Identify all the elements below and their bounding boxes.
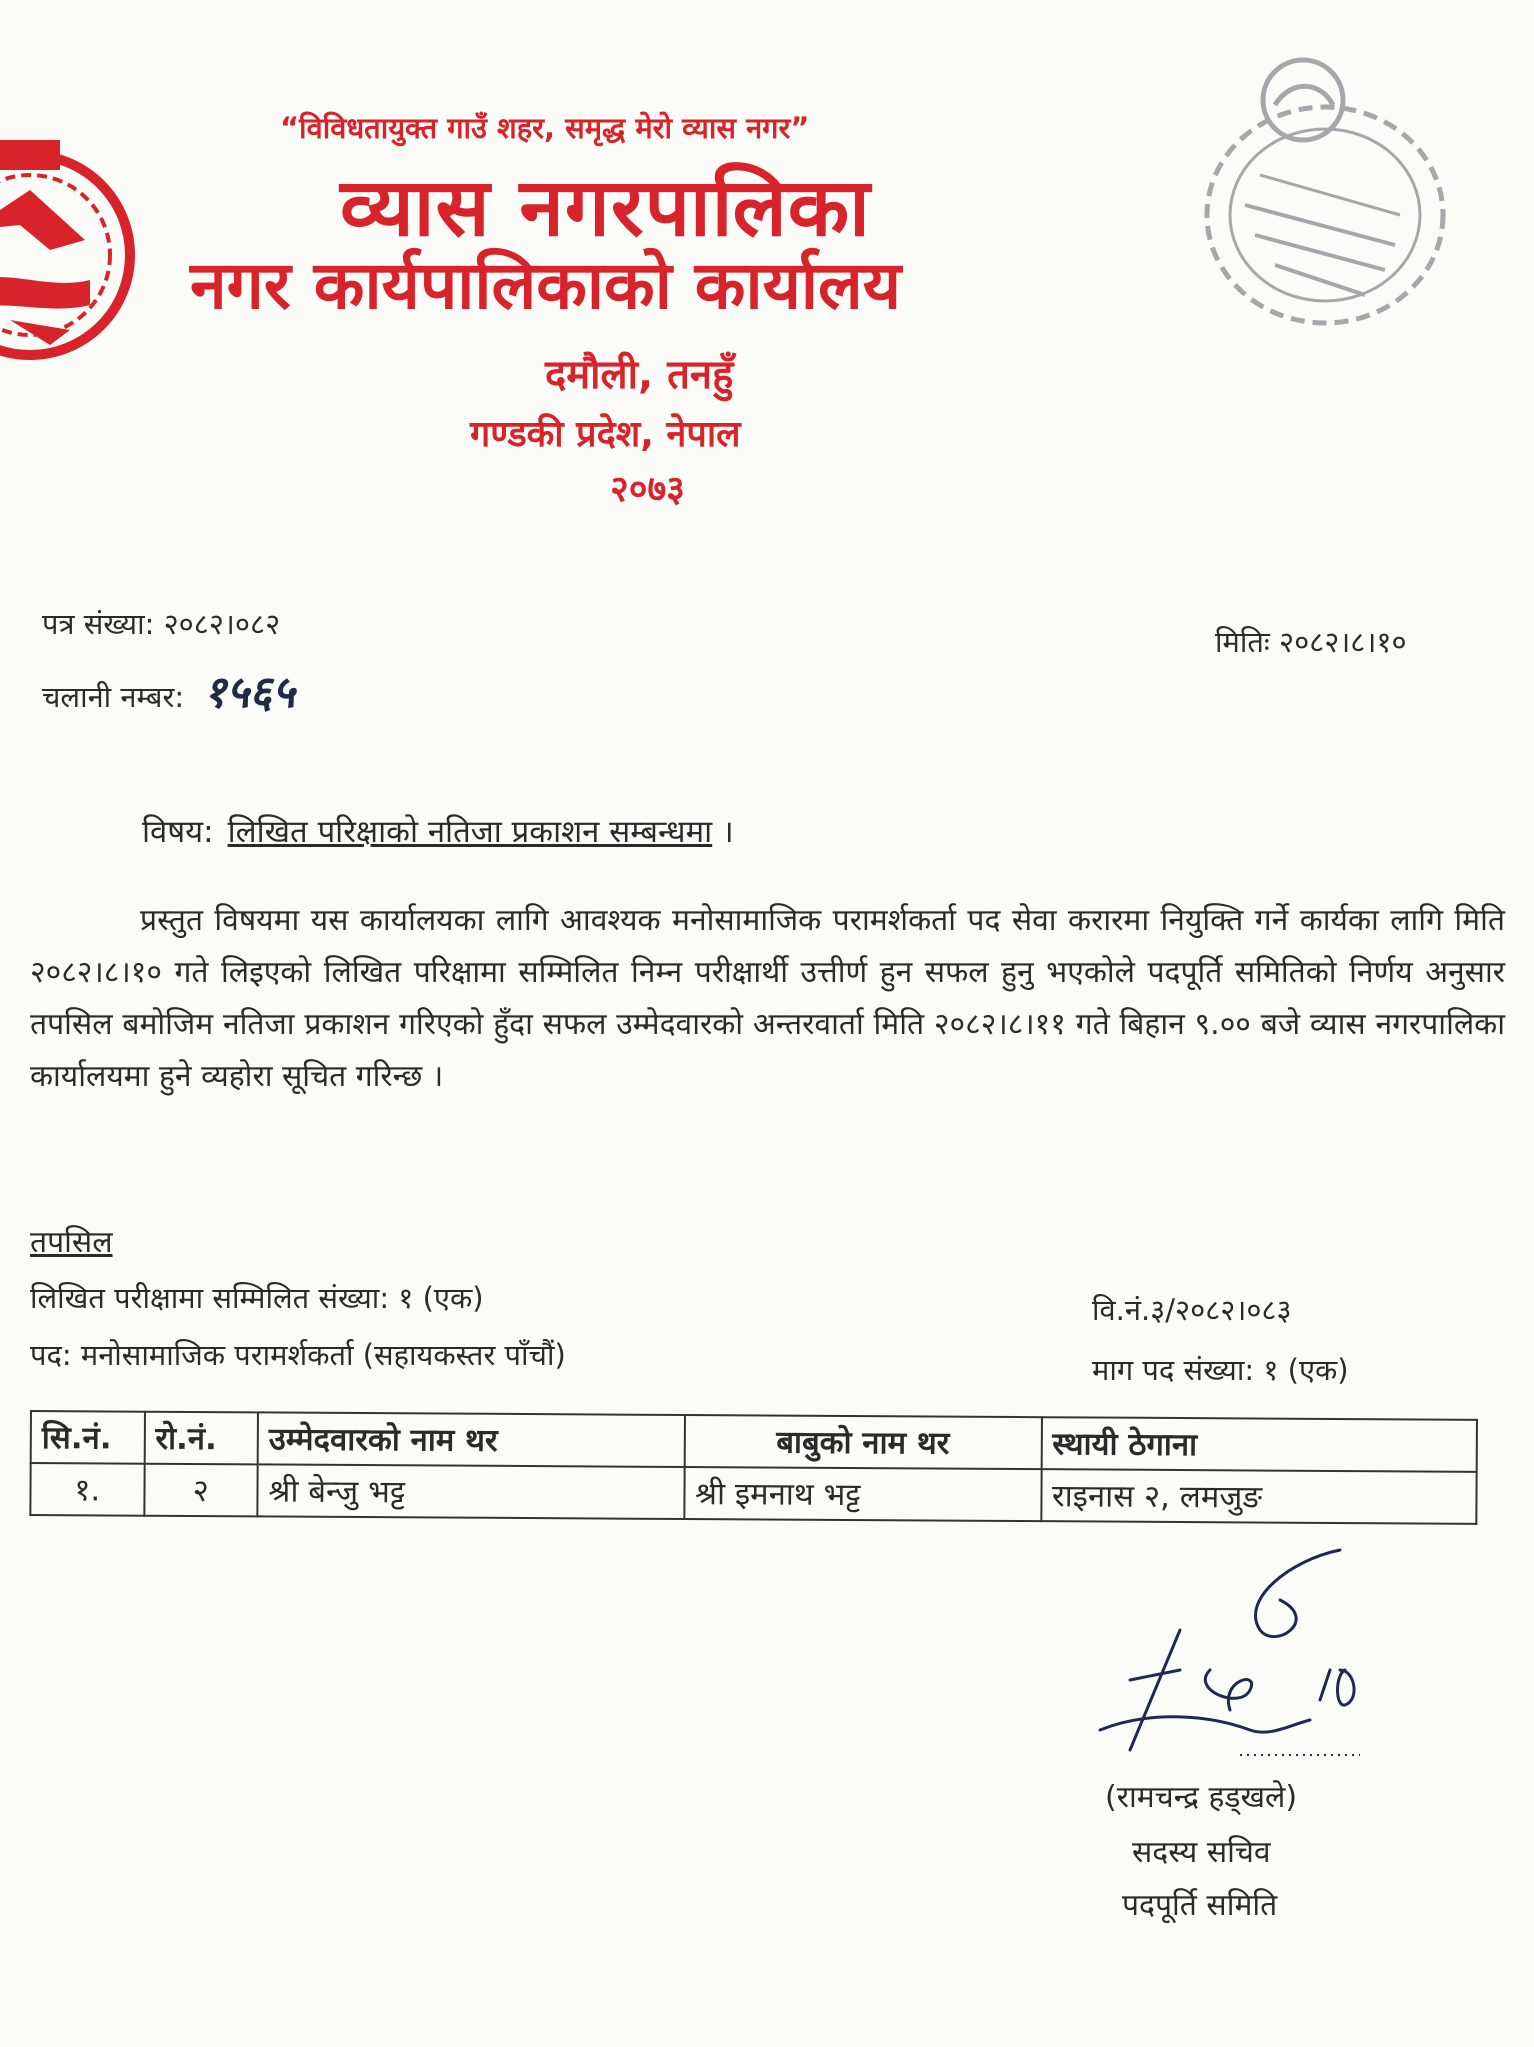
results-table	[29, 1410, 1478, 1525]
office-name: नगर कार्यपालिकाको कार्यालय	[190, 247, 901, 324]
col-candidate: उम्मेदवारको नाम थर	[258, 1412, 685, 1467]
dispatch-number	[42, 660, 295, 720]
signatory-committee: पदपूर्ति समिति	[1122, 1888, 1278, 1923]
signature-icon	[1090, 1540, 1390, 1770]
signatory-title: सदस्य सचिव	[1132, 1835, 1271, 1870]
dispatch-number-value: १५६५	[203, 667, 295, 718]
date-value: २०८२।८।१०	[1278, 625, 1407, 659]
notice-number: वि.नं.३/२०८२।०८३	[1092, 1293, 1292, 1327]
nepal-emblem-icon	[0, 130, 140, 380]
cell-address: राइनास २, लमजुङ	[1041, 1469, 1477, 1524]
participants-count: लिखित परीक्षामा सम्मिलित संख्या: १ (एक)	[30, 1281, 484, 1315]
province-country: गण्डकी प्रदेश, नेपाल	[470, 414, 741, 455]
col-father: बाबुको नाम थर	[684, 1415, 1041, 1469]
subject-text: लिखित परिक्षाको नतिजा प्रकाशन सम्बन्धमा	[227, 814, 713, 850]
subject-label: विषय:	[142, 814, 214, 850]
signatory-name: (रामचन्द्र हड्खले)	[1105, 1780, 1298, 1815]
cell-serial: १.	[30, 1463, 144, 1516]
col-roll: रो.नं.	[144, 1412, 258, 1465]
letter-date	[1215, 622, 1407, 661]
letter-number-label: पत्र संख्या:	[42, 607, 155, 641]
letter-number-value: २०८२।०८२	[163, 607, 281, 641]
post-name: पद: मनोसामाजिक परामर्शकर्ता (सहायकस्तर पाँचौं)	[30, 1338, 566, 1372]
annex-heading: तपसिल	[30, 1225, 113, 1260]
letter-number	[42, 604, 280, 643]
body-paragraph: प्रस्तुत विषयमा यस कार्यालयका लागि आवश्यक मनोसामाजिक परामर्शकर्ता पद सेवा करारमा नियुक्ति गर्ने कार्यका लागि मिति २०८२।८।१० गते लिइएको लिखित परिक्षामा सम्मिलित निम्न परीक्षार्थी उत्तीर्ण हुन सफल हुनु भएकोले पदपूर्ति समितिको निर्णय अनुसार तपसिल बमोजिम नतिजा प्रकाशन गरिएको हुँदा सफल उम्मेदवारको अन्तरवार्ता मिति २०८२।८।११ गते बिहान ९.०० बजे व्यास नगरपालिका कार्यालयमा हुने व्यहोरा सूचित गरिन्छ ।	[30, 903, 1505, 1094]
cell-father: श्री इमनाथ भट्ट	[684, 1467, 1041, 1521]
table-header-row	[31, 1411, 1477, 1472]
established-year: २०७३	[610, 469, 685, 510]
demand-post-count: माग पद संख्या: १ (एक)	[1092, 1353, 1349, 1387]
office-location: दमौली, तनहुँ	[545, 352, 734, 398]
col-serial: सि.नं.	[31, 1411, 145, 1464]
date-label: मितिः	[1215, 625, 1270, 659]
office-seal-stamp-icon	[1185, 45, 1455, 335]
cell-candidate: श्री बेन्जु भट्ट	[257, 1464, 684, 1519]
subject-line	[142, 810, 734, 852]
dispatch-number-label: चलानी नम्बर:	[42, 680, 185, 714]
cell-roll: २	[144, 1464, 258, 1517]
table-row	[30, 1463, 1476, 1524]
slogan: “विविधतायुक्त गाउँ शहर, समृद्ध मेरो व्यास नगर”	[280, 111, 810, 145]
organization-name: व्यास नगरपालिका	[340, 161, 871, 254]
subject-end-mark: ।	[712, 814, 734, 850]
col-address: स्थायी ठेगाना	[1041, 1417, 1477, 1472]
